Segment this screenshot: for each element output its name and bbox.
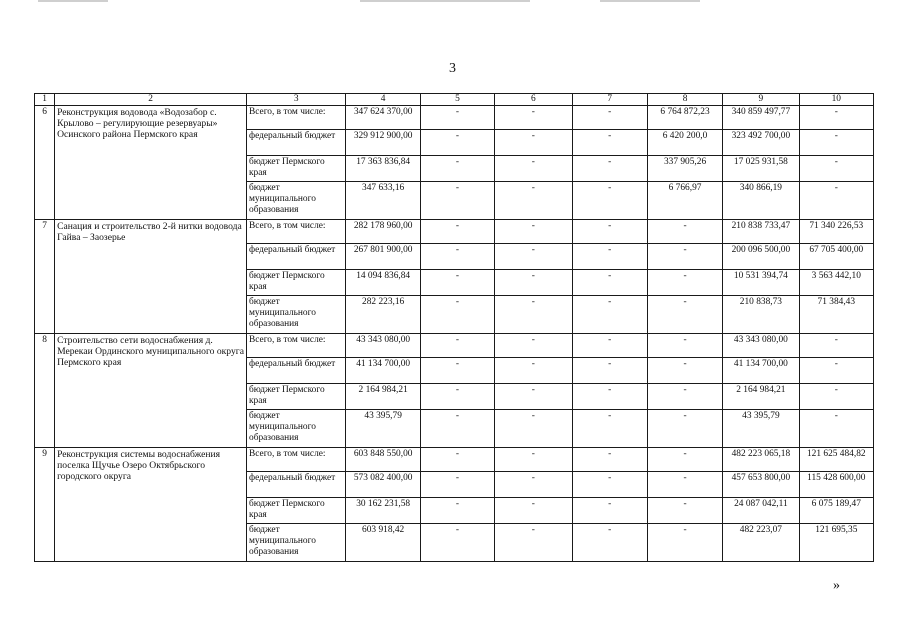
amount-c8: - <box>647 334 722 358</box>
amount-c9: 210 838,73 <box>723 296 799 334</box>
funding-source: бюджет Пермского края <box>247 498 346 524</box>
amount-c9: 340 866,19 <box>723 182 799 220</box>
funding-source: бюджет муниципального образования <box>247 296 346 334</box>
amount-c8: - <box>647 296 722 334</box>
amount-c8: - <box>647 524 722 562</box>
amount-c9: 41 134 700,00 <box>723 358 799 384</box>
amount-c4: 347 624 370,00 <box>346 106 420 130</box>
amount-c6: - <box>495 524 572 562</box>
amount-c7: - <box>572 334 647 358</box>
amount-c7: - <box>572 410 647 448</box>
funding-source: федеральный бюджет <box>247 358 346 384</box>
amount-c10: - <box>799 410 873 448</box>
funding-source: Всего, в том числе: <box>247 334 346 358</box>
amount-c8: - <box>647 270 722 296</box>
amount-c6: - <box>495 448 572 472</box>
amount-c6: - <box>495 384 572 410</box>
amount-c4: 282 223,16 <box>346 296 420 334</box>
amount-c5: - <box>420 448 494 472</box>
amount-c9: 43 343 080,00 <box>723 334 799 358</box>
amount-c9: 340 859 497,77 <box>723 106 799 130</box>
amount-c10: 115 428 600,00 <box>799 472 873 498</box>
amount-c6: - <box>495 182 572 220</box>
funding-source: бюджет муниципального образования <box>247 182 346 220</box>
scan-edge-center <box>360 0 530 2</box>
closing-quote: » <box>833 578 840 593</box>
amount-c7: - <box>572 244 647 270</box>
amount-c4: 329 912 900,00 <box>346 130 420 156</box>
project-name: Строительство сети водоснабжения д. Мерекаи Ординского муниципального округа Пермского края <box>55 334 247 448</box>
amount-c6: - <box>495 334 572 358</box>
amount-c9: 323 492 700,00 <box>723 130 799 156</box>
amount-c7: - <box>572 182 647 220</box>
amount-c7: - <box>572 270 647 296</box>
amount-c5: - <box>420 296 494 334</box>
column-header: 1 <box>35 94 55 106</box>
project-number: 7 <box>35 220 55 334</box>
column-header: 2 <box>55 94 247 106</box>
amount-c6: - <box>495 498 572 524</box>
amount-c5: - <box>420 106 494 130</box>
amount-c7: - <box>572 358 647 384</box>
amount-c4: 43 395,79 <box>346 410 420 448</box>
amount-c6: - <box>495 220 572 244</box>
amount-c4: 603 918,42 <box>346 524 420 562</box>
funding-source: Всего, в том числе: <box>247 448 346 472</box>
funding-source: бюджет Пермского края <box>247 156 346 182</box>
table-row <box>35 106 874 130</box>
funding-source: бюджет Пермского края <box>247 384 346 410</box>
amount-c5: - <box>420 410 494 448</box>
amount-c7: - <box>572 524 647 562</box>
funding-source: Всего, в том числе: <box>247 106 346 130</box>
amount-c4: 30 162 231,58 <box>346 498 420 524</box>
amount-c8: - <box>647 358 722 384</box>
amount-c10: 121 625 484,82 <box>799 448 873 472</box>
amount-c4: 347 633,16 <box>346 182 420 220</box>
table-row <box>35 448 874 472</box>
amount-c9: 17 025 931,58 <box>723 156 799 182</box>
amount-c10: 121 695,35 <box>799 524 873 562</box>
amount-c8: 337 905,26 <box>647 156 722 182</box>
amount-c9: 457 653 800,00 <box>723 472 799 498</box>
amount-c8: 6 766,97 <box>647 182 722 220</box>
amount-c7: - <box>572 156 647 182</box>
amount-c5: - <box>420 524 494 562</box>
amount-c7: - <box>572 384 647 410</box>
amount-c8: 6 420 200,0 <box>647 130 722 156</box>
page-number: 3 <box>449 61 456 76</box>
amount-c8: - <box>647 410 722 448</box>
amount-c7: - <box>572 498 647 524</box>
amount-c5: - <box>420 384 494 410</box>
amount-c5: - <box>420 220 494 244</box>
amount-c6: - <box>495 472 572 498</box>
amount-c9: 482 223,07 <box>723 524 799 562</box>
amount-c4: 267 801 900,00 <box>346 244 420 270</box>
amount-c10: - <box>799 334 873 358</box>
column-numbers-row <box>35 94 874 106</box>
amount-c6: - <box>495 244 572 270</box>
amount-c10: - <box>799 106 873 130</box>
column-header: 5 <box>420 94 494 106</box>
amount-c4: 603 848 550,00 <box>346 448 420 472</box>
amount-c10: - <box>799 156 873 182</box>
amount-c9: 10 531 394,74 <box>723 270 799 296</box>
amount-c5: - <box>420 244 494 270</box>
scan-edge-left <box>38 0 108 2</box>
project-number: 9 <box>35 448 55 562</box>
amount-c6: - <box>495 270 572 296</box>
amount-c10: 3 563 442,10 <box>799 270 873 296</box>
amount-c8: - <box>647 220 722 244</box>
amount-c7: - <box>572 220 647 244</box>
amount-c10: 6 075 189,47 <box>799 498 873 524</box>
amount-c4: 41 134 700,00 <box>346 358 420 384</box>
funding-source: федеральный бюджет <box>247 130 346 156</box>
amount-c10: - <box>799 358 873 384</box>
amount-c7: - <box>572 106 647 130</box>
table-body <box>35 94 874 562</box>
amount-c8: - <box>647 498 722 524</box>
project-name: Санация и строительство 2-й нитки водовода Гайва – Заозерье <box>55 220 247 334</box>
amount-c6: - <box>495 296 572 334</box>
amount-c7: - <box>572 130 647 156</box>
amount-c8: - <box>647 384 722 410</box>
column-header: 4 <box>346 94 420 106</box>
scan-edge-right <box>600 0 700 2</box>
amount-c5: - <box>420 130 494 156</box>
project-name: Реконструкция водовода «Водозабор с. Крылово – регулирующие резервуары» Осинского района Пермского края <box>55 106 247 220</box>
amount-c9: 210 838 733,47 <box>723 220 799 244</box>
funding-source: Всего, в том числе: <box>247 220 346 244</box>
amount-c9: 482 223 065,18 <box>723 448 799 472</box>
amount-c5: - <box>420 334 494 358</box>
column-header: 7 <box>572 94 647 106</box>
amount-c4: 43 343 080,00 <box>346 334 420 358</box>
funding-source: бюджет муниципального образования <box>247 410 346 448</box>
amount-c5: - <box>420 182 494 220</box>
amount-c4: 282 178 960,00 <box>346 220 420 244</box>
project-number: 8 <box>35 334 55 448</box>
amount-c4: 573 082 400,00 <box>346 472 420 498</box>
amount-c4: 2 164 984,21 <box>346 384 420 410</box>
amount-c9: 2 164 984,21 <box>723 384 799 410</box>
amount-c4: 17 363 836,84 <box>346 156 420 182</box>
amount-c5: - <box>420 270 494 296</box>
amount-c7: - <box>572 296 647 334</box>
amount-c10: 71 384,43 <box>799 296 873 334</box>
amount-c10: - <box>799 182 873 220</box>
funding-source: бюджет муниципального образования <box>247 524 346 562</box>
table-row <box>35 220 874 244</box>
amount-c9: 200 096 500,00 <box>723 244 799 270</box>
amount-c10: 67 705 400,00 <box>799 244 873 270</box>
amount-c7: - <box>572 472 647 498</box>
amount-c10: - <box>799 384 873 410</box>
column-header: 6 <box>495 94 572 106</box>
amount-c8: - <box>647 244 722 270</box>
column-header: 3 <box>247 94 346 106</box>
amount-c8: - <box>647 448 722 472</box>
amount-c7: - <box>572 448 647 472</box>
amount-c9: 24 087 042,11 <box>723 498 799 524</box>
funding-source: бюджет Пермского края <box>247 270 346 296</box>
amount-c5: - <box>420 156 494 182</box>
amount-c6: - <box>495 358 572 384</box>
column-header: 8 <box>647 94 722 106</box>
column-header: 10 <box>799 94 873 106</box>
financing-table <box>34 93 874 562</box>
column-header: 9 <box>723 94 799 106</box>
amount-c6: - <box>495 106 572 130</box>
amount-c6: - <box>495 156 572 182</box>
funding-source: федеральный бюджет <box>247 244 346 270</box>
funding-source: федеральный бюджет <box>247 472 346 498</box>
amount-c6: - <box>495 130 572 156</box>
amount-c8: 6 764 872,23 <box>647 106 722 130</box>
amount-c6: - <box>495 410 572 448</box>
amount-c5: - <box>420 498 494 524</box>
amount-c4: 14 094 836,84 <box>346 270 420 296</box>
amount-c5: - <box>420 358 494 384</box>
project-name: Реконструкция системы водоснабжения поселка Щучье Озеро Октябрьского городского округа <box>55 448 247 562</box>
project-number: 6 <box>35 106 55 220</box>
table-row <box>35 334 874 358</box>
amount-c10: - <box>799 130 873 156</box>
amount-c10: 71 340 226,53 <box>799 220 873 244</box>
amount-c5: - <box>420 472 494 498</box>
amount-c8: - <box>647 472 722 498</box>
amount-c9: 43 395,79 <box>723 410 799 448</box>
